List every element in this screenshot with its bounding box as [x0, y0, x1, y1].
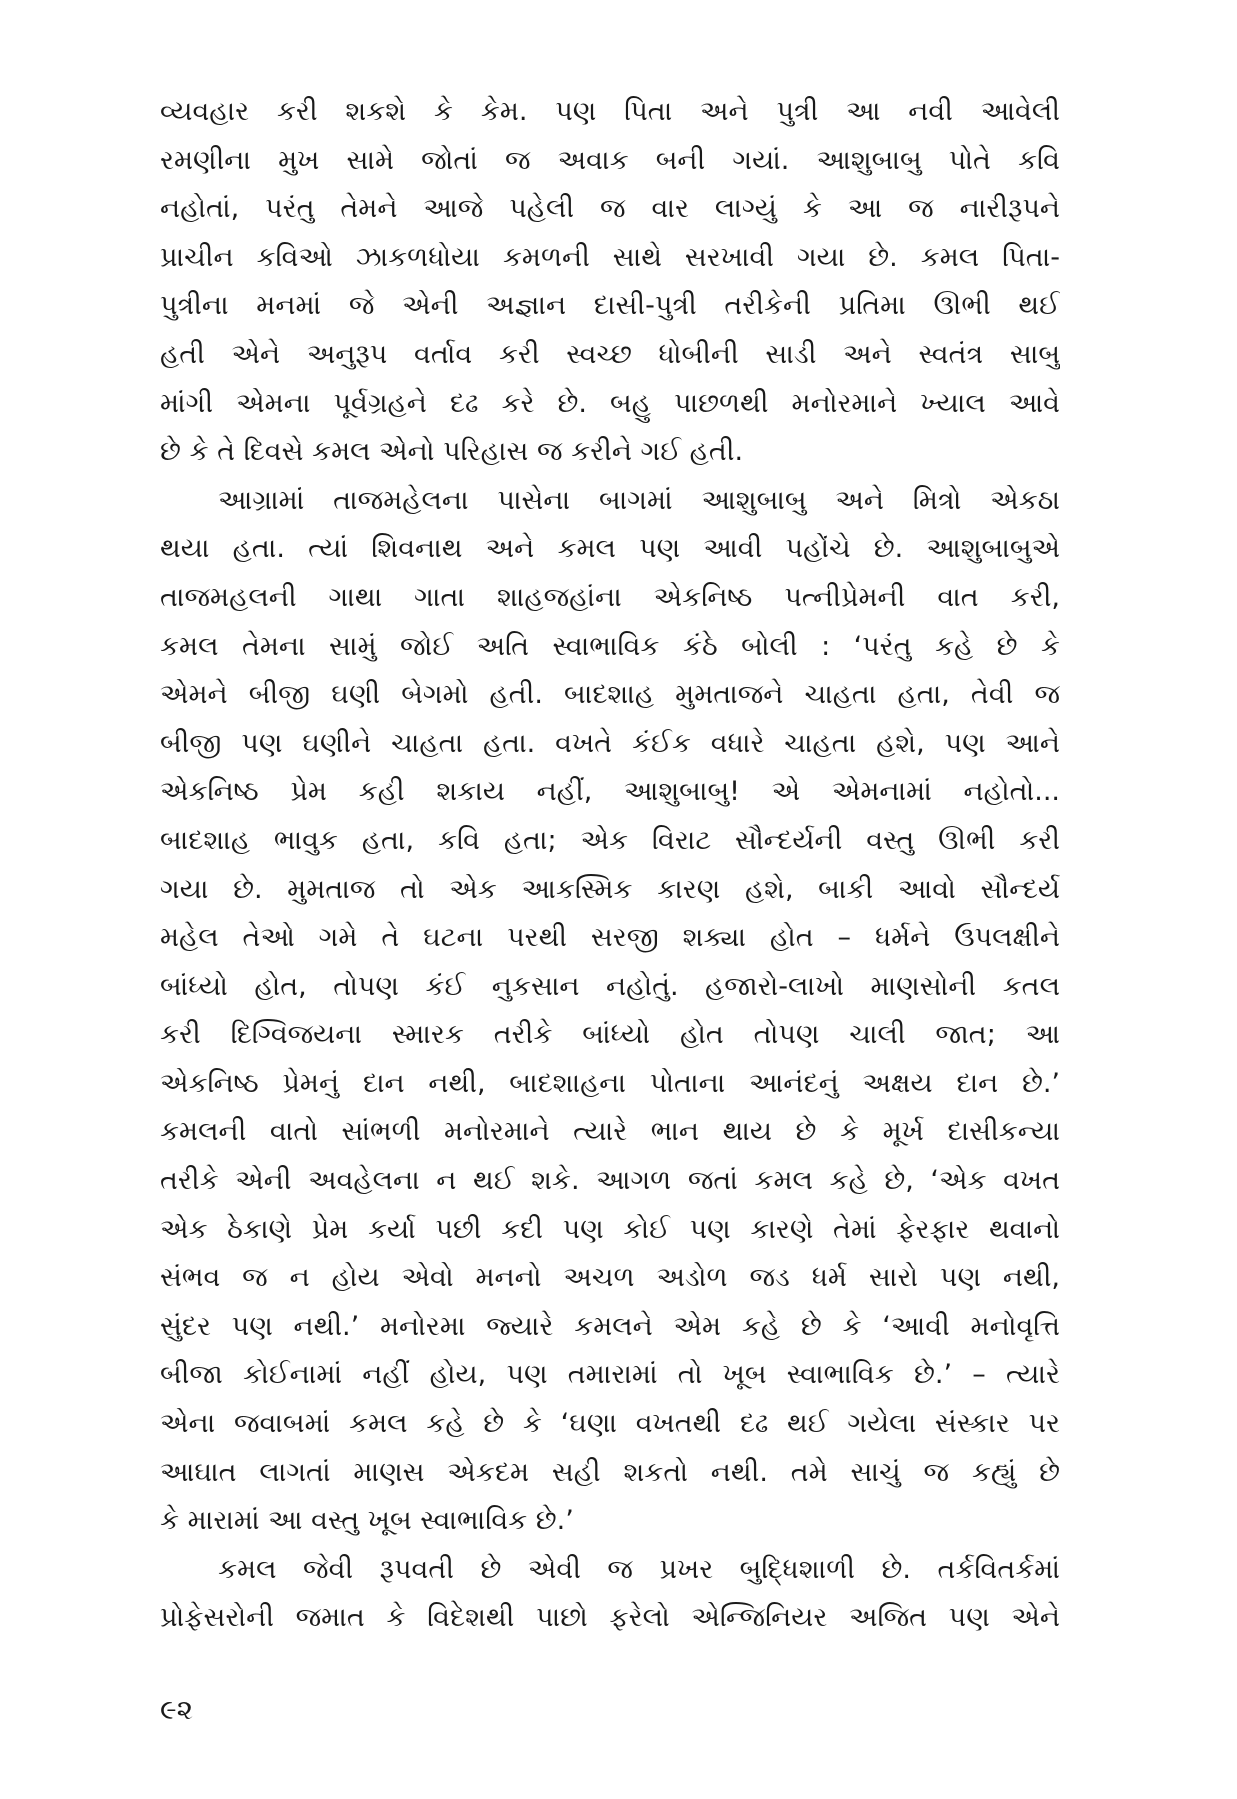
text-line: બીજા કોઈનામાં નહીં હોય, પણ તમારામાં તો ખૂબ સ્વાભાવિક છે.’ – ત્યારે — [160, 1359, 1060, 1391]
text-line: કમલ તેમના સામું જોઈ અતિ સ્વાભાવિક કંઠે બોલી : ‘પરંતુ કહે છે કે — [160, 630, 1060, 662]
text-line: નહોતાં, પરંતુ તેમને આજે પહેલી જ વાર લાગ્યું કે આ જ નારીરૂપને — [160, 193, 1060, 225]
text-line: એક ઠેકાણે પ્રેમ કર્યા પછી કદી પણ કોઈ પણ કારણે તેમાં ફેરફાર થવાનો — [160, 1213, 1060, 1245]
text-line: સુંદર પણ નથી.’ મનોરમા જ્યારે કમલને એમ કહે છે કે ‘આવી મનોવૃત્તિ — [160, 1310, 1060, 1342]
body-text — [160, 88, 1060, 1643]
text-line: તાજમહલની ગાથા ગાતા શાહજહાંના એકનિષ્ઠ પત્નીપ્રેમની વાત કરી, — [160, 581, 1060, 613]
text-line: તરીકે એની અવહેલના ન થઈ શકે. આગળ જતાં કમલ કહે છે, ‘એક વખત — [160, 1165, 1060, 1197]
text-line: આઘાત લાગતાં માણસ એકદમ સહી શકતો નથી. તમે સાચું જ કહ્યું છે — [160, 1456, 1060, 1488]
text-line: બીજી પણ ઘણીને ચાહતા હતા. વખતે કંઈક વધારે ચાહતા હશે, પણ આને — [160, 727, 1060, 759]
text-line: હતી એને અનુરૂપ વર્તાવ કરી સ્વચ્છ ધોબીની સાડી અને સ્વતંત્ર સાબુ — [160, 338, 1060, 370]
text-line: વ્યવહાર કરી શકશે કે કેમ. પણ પિતા અને પુત્રી આ નવી આવેલી — [160, 96, 1060, 127]
page-number: ૯૨ — [160, 1693, 194, 1726]
text-line: એકનિષ્ઠ પ્રેમ કહી શકાય નહીં, આશુબાબુ! એ એમનામાં નહોતો... — [160, 776, 1060, 808]
text-line: કમલ જેવી રૂપવતી છે એવી જ પ્રખર બુદ્ધિશાળી છે. તર્કવિતર્કમાં — [218, 1553, 1060, 1585]
text-line: કરી દિગ્વિજયના સ્મારક તરીકે બાંધ્યો હોત તોપણ ચાલી જાત; આ — [160, 1019, 1060, 1051]
text-line: પ્રાચીન કવિઓ ઝાકળધોયા કમળની સાથે સરખાવી ગયા છે. કમલ પિતા- — [160, 241, 1060, 273]
text-line: ગયા છે. મુમતાજ તો એક આકસ્મિક કારણ હશે, બાકી આવો સૌન્દર્ય — [160, 873, 1060, 905]
text-line: કે મારામાં આ વસ્તુ ખૂબ સ્વાભાવિક છે.’ — [160, 1505, 574, 1537]
text-line: એના જવાબમાં કમલ કહે છે કે ‘ઘણા વખતથી દઢ થઈ ગયેલા સંસ્કાર પર — [160, 1408, 1060, 1440]
text-line: કમલની વાતો સાંભળી મનોરમાને ત્યારે ભાન થાય છે કે મૂર્ખ દાસીકન્યા — [160, 1116, 1060, 1148]
text-line: આગ્રામાં તાજમહેલના પાસેના બાગમાં આશુબાબુ અને મિત્રો એકઠા — [218, 484, 1060, 516]
text-line: મહેલ તેઓ ગમે તે ઘટના પરથી સરજી શક્યા હોત – ધર્મને ઉપલક્ષીને — [160, 922, 1060, 954]
text-line: છે કે તે દિવસે કમલ એનો પરિહાસ જ કરીને ગઈ હતી. — [160, 436, 744, 468]
text-line: માંગી એમના પૂર્વગ્રહને દઢ કરે છે. બહુ પાછળથી મનોરમાને ખ્યાલ આવે — [160, 387, 1060, 419]
text-line: બાંધ્યો હોત, તોપણ કંઈ નુકસાન નહોતું. હજારો-લાખો માણસોની કતલ — [160, 970, 1060, 1002]
text-line: થયા હતા. ત્યાં શિવનાથ અને કમલ પણ આવી પહોંચે છે. આશુબાબુએ — [160, 533, 1060, 565]
text-line: એકનિષ્ઠ પ્રેમનું દાન નથી, બાદશાહના પોતાના આનંદનું અક્ષય દાન છે.’ — [160, 1067, 1060, 1099]
text-line: પુત્રીના મનમાં જે એની અજ્ઞાન દાસી-પુત્રી તરીકેની પ્રતિમા ઊભી થઈ — [160, 290, 1060, 322]
text-line: એમને બીજી ઘણી બેગમો હતી. બાદશાહ મુમતાજને ચાહતા હતા, તેવી જ — [160, 679, 1060, 711]
text-line: પ્રોફેસરોની જમાત કે વિદેશથી પાછો ફરેલો એન્જિનિયર અજિત પણ એને — [160, 1602, 1060, 1634]
text-line: બાદશાહ ભાવુક હતા, કવિ હતા; એક વિરાટ સૌન્દર્યની વસ્તુ ઊભી કરી — [160, 824, 1060, 856]
text-line: સંભવ જ ન હોય એવો મનનો અચળ અડોળ જડ ધર્મ સારો પણ નથી, — [160, 1262, 1060, 1294]
text-line: રમણીના મુખ સામે જોતાં જ અવાક બની ગયાં. આશુબાબુ પોતે કવિ — [160, 144, 1060, 176]
